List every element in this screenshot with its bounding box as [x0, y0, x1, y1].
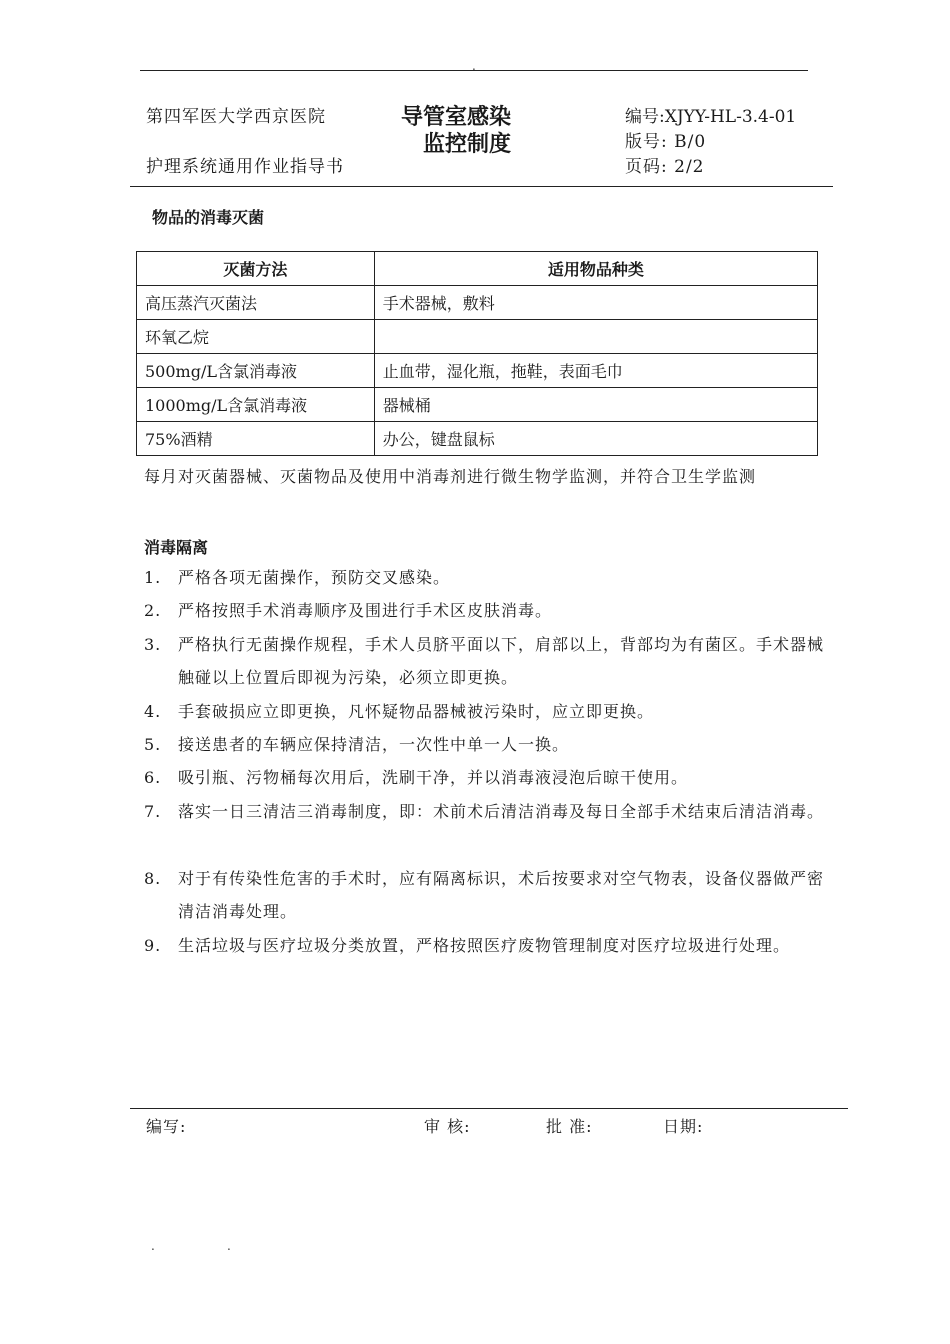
list-item-number: 7.: [144, 802, 162, 821]
table-cell: 器械桶: [374, 388, 817, 422]
list-item-number: 2.: [144, 601, 162, 620]
footer-author: 编写:: [146, 1117, 187, 1136]
table-cell: 环氧乙烷: [137, 320, 375, 354]
list-item: [144, 628, 824, 694]
footer-review: 审 核:: [424, 1117, 471, 1136]
list-item: [144, 594, 824, 627]
doc-subtitle: 护理系统通用作业指导书: [146, 157, 344, 177]
list-item-number: 1.: [144, 568, 162, 587]
footer-date: 日期:: [663, 1117, 704, 1136]
list-item-number: 5.: [144, 735, 162, 754]
list-item-text: 严格按照手术消毒顺序及围进行手术区皮肤消毒。: [178, 601, 553, 620]
table-row: [137, 354, 818, 388]
list-item-text: 严格执行无菌操作规程，手术人员脐平面以下，肩部以上，背部均为有菌区。手术器械触碰以上位置后即视为污染，必须立即更换。: [178, 635, 825, 687]
list-item: [144, 561, 824, 594]
list-item-text: 落实一日三清洁三消毒制度，即：术前术后清洁消毒及每日全部手术结束后清洁消毒。: [178, 802, 825, 821]
list-item-number: 9.: [144, 936, 162, 955]
list-item-text: 手套破损应立即更换，凡怀疑物品器械被污染时，应立即更换。: [178, 702, 655, 721]
list-item-number: 4.: [144, 702, 162, 721]
list-item: [144, 695, 824, 728]
list-item-text: 严格各项无菌操作，预防交叉感染。: [178, 568, 451, 587]
sterilization-heading: 物品的消毒灭菌: [152, 208, 265, 227]
sterilization-table: [136, 251, 818, 456]
list-item-number: 8.: [144, 869, 162, 888]
list-item-text: 生活垃圾与医疗垃圾分类放置，严格按照医疗废物管理制度对医疗垃圾进行处理。: [178, 936, 791, 955]
table-header-row: [137, 252, 818, 286]
table-cell: 75%酒精: [137, 422, 375, 456]
top-dot: .: [472, 59, 476, 73]
bottom-dot-1: .: [151, 1239, 155, 1253]
column-header-items: 适用物品种类: [374, 252, 817, 286]
list-item: [144, 728, 824, 761]
isolation-heading: 消毒隔离: [144, 538, 209, 557]
org-name: 第四军医大学西京医院: [146, 107, 326, 127]
list-item-number: 3.: [144, 635, 162, 654]
doc-title-line2: 监控制度: [423, 132, 512, 157]
table-cell: 办公，键盘鼠标: [374, 422, 817, 456]
page-number: 页码: 2/2: [625, 157, 705, 177]
table-cell: [374, 320, 817, 354]
header-bottom-rule: [130, 186, 833, 187]
list-item-text: 接送患者的车辆应保持清洁，一次性中单一人一换。: [178, 735, 570, 754]
table-cell: 1000mg/L含氯消毒液: [137, 388, 375, 422]
header-top-rule: [140, 70, 808, 71]
doc-number: 编号:XJYY-HL-3.4-01: [625, 107, 797, 127]
table-row: [137, 388, 818, 422]
list-item: [144, 795, 824, 828]
list-item: [144, 862, 824, 928]
table-cell: 500mg/L含氯消毒液: [137, 354, 375, 388]
table-cell: 高压蒸汽灭菌法: [137, 286, 375, 320]
monitoring-note: 每月对灭菌器械、灭菌物品及使用中消毒剂进行微生物学监测，并符合卫生学监测: [144, 467, 757, 486]
footer-rule: [130, 1108, 848, 1109]
footer-approve: 批 准:: [546, 1117, 593, 1136]
list-item: [144, 761, 824, 794]
table-row: [137, 422, 818, 456]
bottom-dot-2: .: [227, 1239, 231, 1253]
doc-version: 版号: B/0: [625, 132, 707, 152]
list-item: [144, 929, 824, 962]
list-item-number: 6.: [144, 768, 162, 787]
list-item-text: 吸引瓶、污物桶每次用后，洗刷干净，并以消毒液浸泡后晾干使用。: [178, 768, 689, 787]
column-header-method: 灭菌方法: [137, 252, 375, 286]
table-row: [137, 286, 818, 320]
table-row: [137, 320, 818, 354]
list-item-text: 对于有传染性危害的手术时，应有隔离标识，术后按要求对空气物表，设备仪器做严密清洁消毒处理。: [178, 869, 825, 921]
table-cell: 止血带，湿化瓶，拖鞋，表面毛巾: [374, 354, 817, 388]
doc-title-line1: 导管室感染: [401, 105, 512, 130]
table-cell: 手术器械，敷料: [374, 286, 817, 320]
